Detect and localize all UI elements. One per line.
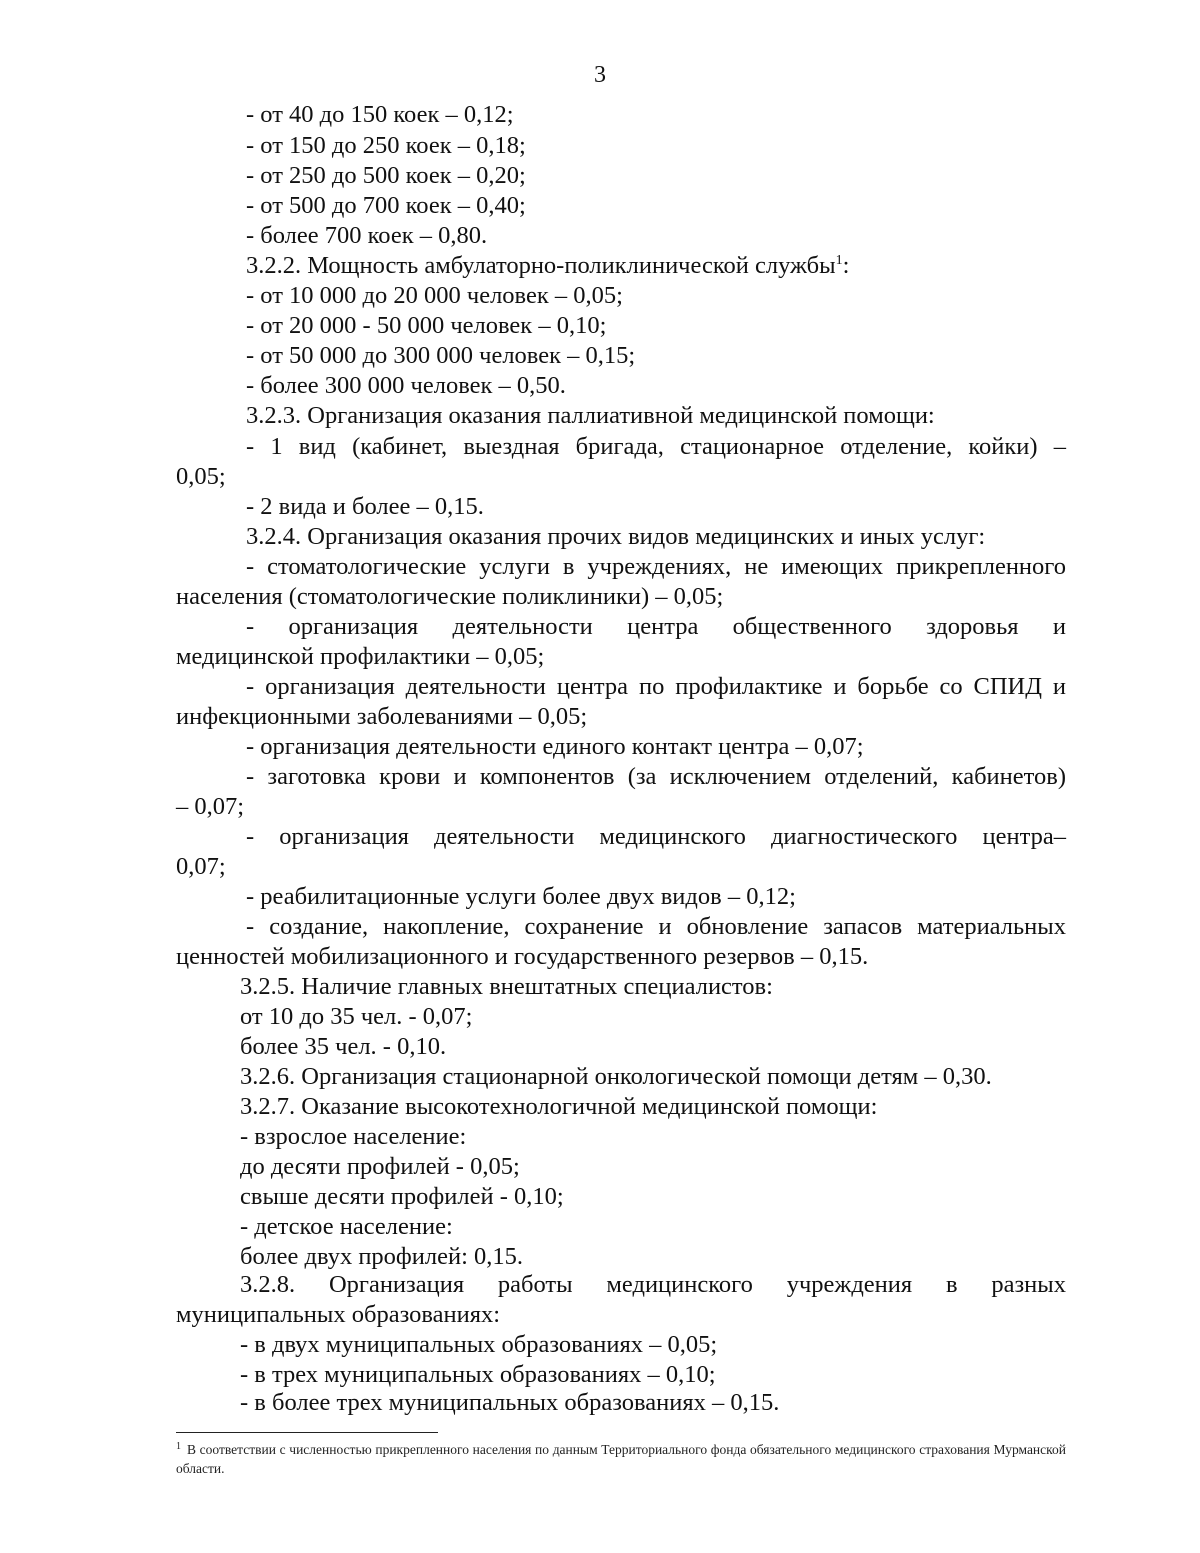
text-line: - от 150 до 250 коек – 0,18; xyxy=(246,132,526,159)
text-line: - от 250 до 500 коек – 0,20; xyxy=(246,162,526,189)
text-line: - от 50 000 до 300 000 человек – 0,15; xyxy=(246,342,636,369)
footnote-ref: 1 xyxy=(835,252,843,268)
text-line: - взрослое население: xyxy=(240,1123,467,1150)
footnote xyxy=(176,1440,1066,1478)
heading-text: 3.2.2. Мощность амбулаторно-поликлинической службы xyxy=(246,252,836,279)
footnote-text: В соответствии с численностью прикрепленного населения по данным Территориального фонда обязательного медицинского страхования Мурманской области. xyxy=(176,1442,1066,1476)
text-line: свыше десяти профилей - 0,10; xyxy=(240,1183,564,1210)
text-line: - организация деятельности медицинского диагностического центра– xyxy=(246,823,1066,850)
text-line: медицинской профилактики – 0,05; xyxy=(176,643,545,670)
text-line: - более 700 коек – 0,80. xyxy=(246,222,488,249)
page-number: 3 xyxy=(594,62,606,88)
section-heading: 3.2.4. Организация оказания прочих видов медицинских и иных услуг: xyxy=(246,523,986,550)
text-line: от 10 до 35 чел. - 0,07; xyxy=(240,1003,473,1030)
text-line: - в трех муниципальных образованиях – 0,10; xyxy=(240,1361,716,1388)
section-heading: 3.2.7. Оказание высокотехнологичной медицинской помощи: xyxy=(240,1093,878,1120)
text-line: 0,07; xyxy=(176,853,226,880)
text-line: - в более трех муниципальных образованиях – 0,15. xyxy=(240,1389,780,1416)
text-line: - от 10 000 до 20 000 человек – 0,05; xyxy=(246,282,623,309)
footnote-divider xyxy=(176,1432,438,1433)
text-line: - создание, накопление, сохранение и обновление запасов материальных xyxy=(246,913,1066,940)
section-heading xyxy=(246,251,849,281)
text-line: 0,05; xyxy=(176,463,226,490)
text-line: - детское население: xyxy=(240,1213,453,1240)
section-heading: 3.2.6. Организация стационарной онкологической помощи детям – 0,30. xyxy=(240,1063,992,1090)
text-line: - организация деятельности центра по профилактике и борьбе со СПИД и xyxy=(246,673,1066,700)
text-line: муниципальных образованиях: xyxy=(176,1301,501,1328)
section-heading: 3.2.5. Наличие главных внештатных специалистов: xyxy=(240,973,773,1000)
text-line: инфекционными заболеваниями – 0,05; xyxy=(176,703,588,730)
heading-colon: : xyxy=(842,252,850,279)
text-line: - реабилитационные услуги более двух видов – 0,12; xyxy=(246,883,796,910)
text-line: - организация деятельности центра общественного здоровья и xyxy=(246,613,1066,640)
text-line: - от 500 до 700 коек – 0,40; xyxy=(246,192,526,219)
text-line: ценностей мобилизационного и государственного резервов – 0,15. xyxy=(176,943,869,970)
text-line: более 35 чел. - 0,10. xyxy=(240,1033,447,1060)
text-line: - от 40 до 150 коек – 0,12; xyxy=(246,101,514,128)
text-line: - 2 вида и более – 0,15. xyxy=(246,493,484,520)
text-line: до десяти профилей - 0,05; xyxy=(240,1153,520,1180)
footnote-marker: 1 xyxy=(176,1440,181,1452)
text-line: - в двух муниципальных образованиях – 0,05; xyxy=(240,1331,718,1358)
text-line: – 0,07; xyxy=(176,793,245,820)
text-line: - 1 вид (кабинет, выездная бригада, стационарное отделение, койки) – xyxy=(246,433,1066,460)
text-line: - более 300 000 человек – 0,50. xyxy=(246,372,566,399)
text-line: - организация деятельности единого контакт центра – 0,07; xyxy=(246,733,864,760)
text-line: более двух профилей: 0,15. xyxy=(240,1243,524,1270)
section-heading: 3.2.3. Организация оказания паллиативной медицинской помощи: xyxy=(246,402,935,429)
text-line: - от 20 000 - 50 000 человек – 0,10; xyxy=(246,312,607,339)
text-line: - стоматологические услуги в учреждениях, не имеющих прикрепленного xyxy=(246,553,1066,580)
section-heading: 3.2.8. Организация работы медицинского учреждения в разных xyxy=(240,1271,1066,1298)
text-line: населения (стоматологические поликлиники) – 0,05; xyxy=(176,583,724,610)
text-line: - заготовка крови и компонентов (за исключением отделений, кабинетов) xyxy=(246,763,1066,790)
